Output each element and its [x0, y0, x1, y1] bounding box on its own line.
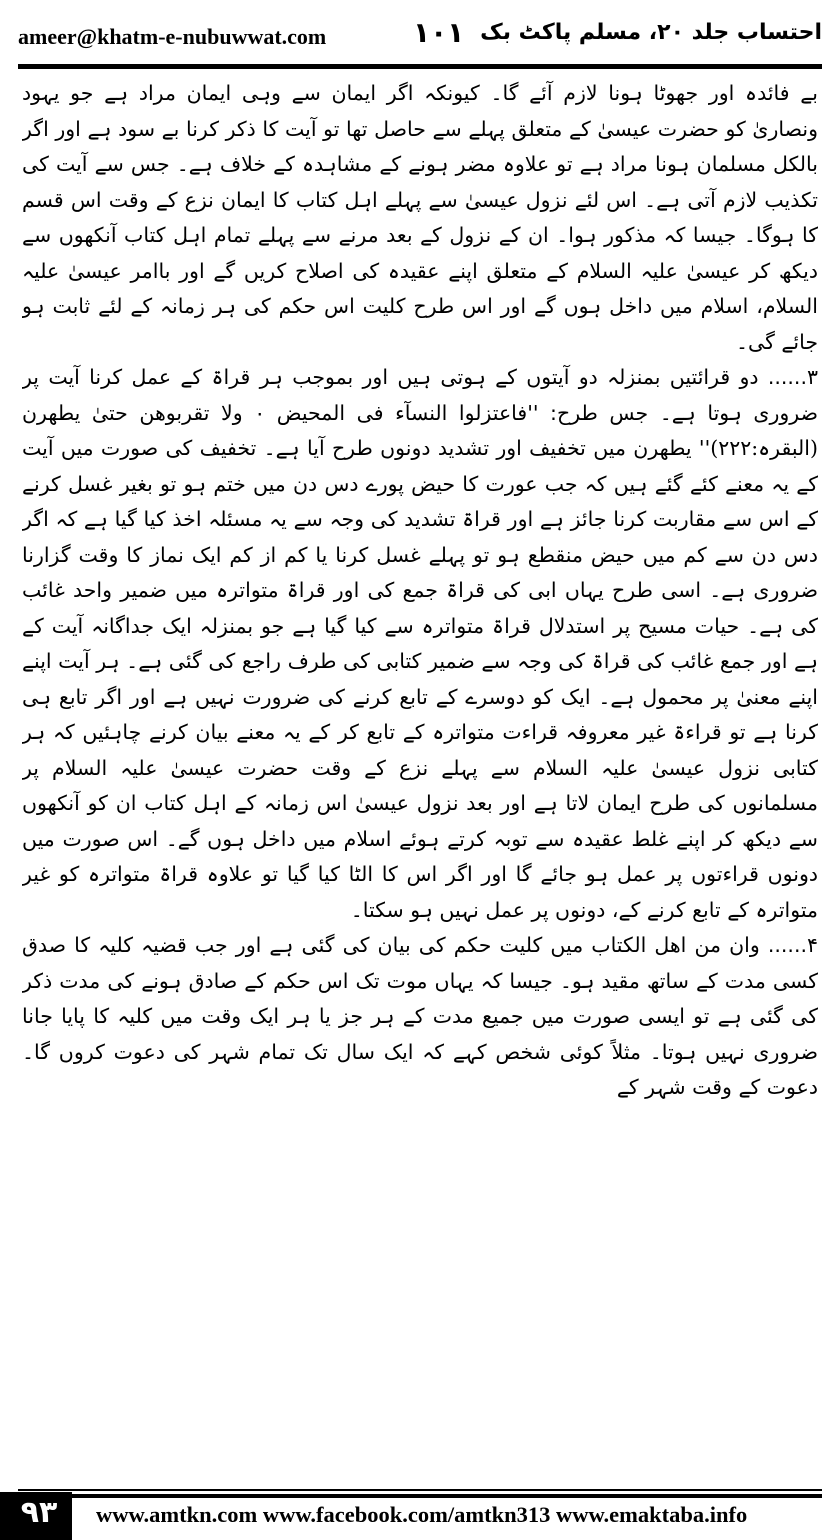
item-3-quran-quote: فاعتزلوا النسآء فی المحیض ۰ ولا تقربوھن حتیٰ یطھرن (البقرہ:۲۲۲): [22, 400, 818, 460]
item-4-number: ۴......: [767, 933, 818, 957]
header-page-number: ۱۰۱: [413, 16, 465, 49]
footer-divider-thin: [18, 1489, 822, 1491]
item-4-text: میں کلیت حکم کی بیان کی گئی ہے اور جب قضیہ کلیہ کا صدق کسی مدت کے ساتھ مقید ہو۔ جیسا کہ یہاں موت تک اس حکم کے صادق ہونے کی مدت ذکر کی گئی ہے تو ایسی صورت میں جمیع مدت کے ہر جز یا ہر ایک وقت میں کلیہ کا پایا جانا ضروری نہیں ہوتا۔ مثلاً کوئی شخص کہے کہ ایک سال تک تمام شہر کی دعوت کروں گا۔ دعوت کے وقت شہر کے: [22, 933, 818, 1099]
paragraph-item-3: [22, 360, 818, 928]
item-3-lead: دو قرائتیں بمنزلہ دو آیتوں کے ہوتی ہیں اور بموجب ہر قراۃ کے عمل کرنا آیت پر ضروری ہوتا ہے۔ جس طرح: '': [22, 365, 818, 425]
footer-page-number: ۹۳: [20, 1495, 58, 1530]
paragraph-intro: بے فائدہ اور جھوٹا ہونا لازم آئے گا۔ کیونکہ اگر ایمان سے وہی ایمان مراد ہے جو یہود ونصاریٰ کو حضرت عیسیٰ کے متعلق پہلے سے حاصل تھا تو آیت کا ذکر کرنا بے سود ہے اور اگر بالکل مسلمان ہونا مراد ہے تو علاوہ مضر ہونے کے مشاہدہ کے خلاف ہے۔ جس سے آیت کی تکذیب لازم آتی ہے۔ اس لئے نزول عیسیٰ سے پہلے اہل کتاب کا ایمان نزع کے وقت اس قسم کا ہوگا۔ جیسا کہ مذکور ہوا۔ ان کے نزول کے بعد مرنے سے پہلے تمام اہل کتاب آنکھوں سے دیکھ کر عیسیٰ علیہ السلام کے متعلق اپنے عقیدہ کی اصلاح کریں گے اور باامر عیسیٰ علیہ السلام، اسلام میں داخل ہوں گے اور اس طرح کلیت اس حکم کی ہر زمانہ کے لئے ثابت ہو جائے گی۔: [22, 81, 818, 354]
page-body: [22, 76, 818, 1471]
header-email: ameer@khatm-e-nubuwwat.com: [18, 24, 327, 49]
header-book-title: احتساب جلد ۲۰، مسلم پاکٹ بک: [480, 20, 822, 45]
footer-divider-thick: [18, 1494, 822, 1498]
item-3-number: ۳......: [767, 365, 818, 389]
page-header: [18, 14, 822, 58]
header-divider: [18, 64, 822, 69]
paragraph-item-4: [22, 928, 818, 1106]
item-4-quran-quote: وان من اھل الکتاب: [591, 933, 760, 957]
item-3-text: '' یطھرن میں تخفیف اور تشدید دونوں طرح آیا ہے۔ تخفیف کی صورت میں آیت کے یہ معنے کئے گئے ہیں کہ جب عورت کا حیض پورے دس دن میں ختم ہو تو بغیر غسل کرنے کے اس سے مقاربت کرنا جائز ہے اور قراۃ تشدید کی وجہ سے یہ مسئلہ اخذ کیا گیا ہے کہ اگر دس دن سے کم میں حیض منقطع ہو تو پہلے غسل کرنا یا کم از کم ایک نماز کا وقت گزارنا ضروری ہے۔ اسی طرح یہاں ابی کی قراۃ جمع کی اور قراۃ متواترہ میں ضمیر واحد غائب کی ہے۔ حیات مسیح پر استدلال قراۃ متواترہ سے کیا گیا ہے جو بمنزلہ ایک جداگانہ آیت کے ہے اور جمع غائب کی قراۃ کی وجہ سے ضمیر کتابی کی طرف راجع کی گئی ہے۔ ہر آیت اپنے اپنے معنیٰ پر محمول ہے۔ ایک کو دوسرے کے تابع کرنے کی ضرورت نہیں ہے اور اگر تابع ہی کرنا ہے تو قراءۃ غیر معروفہ قراءت متواترہ کے تابع کر کے یہ معنے بیان کرنے چاہئیں کہ ہر کتابی نزول عیسیٰ علیہ السلام سے پہلے نزع کے وقت حضرت عیسیٰ علیہ السلام پر مسلمانوں کی طرح ایمان لاتا ہے اور بعد نزول عیسیٰ اس زمانہ کے اہل کتاب ان کو آنکھوں سے دیکھ کر اپنے غلط عقیدہ سے توبہ کرتے ہوئے اسلام میں داخل ہوں گے۔ اس صورت میں دونوں قراءتوں پر عمل ہو جائے گا اور اگر اس کا الٹا کیا گیا تو علاوہ قراۃ متواترہ کو غیر متواترہ کے تابع کرنے کے، دونوں پر عمل نہیں ہو سکتا۔: [22, 436, 818, 922]
footer-website-links[interactable]: www.amtkn.com www.facebook.com/amtkn313 www.emaktaba.info: [96, 1502, 748, 1527]
